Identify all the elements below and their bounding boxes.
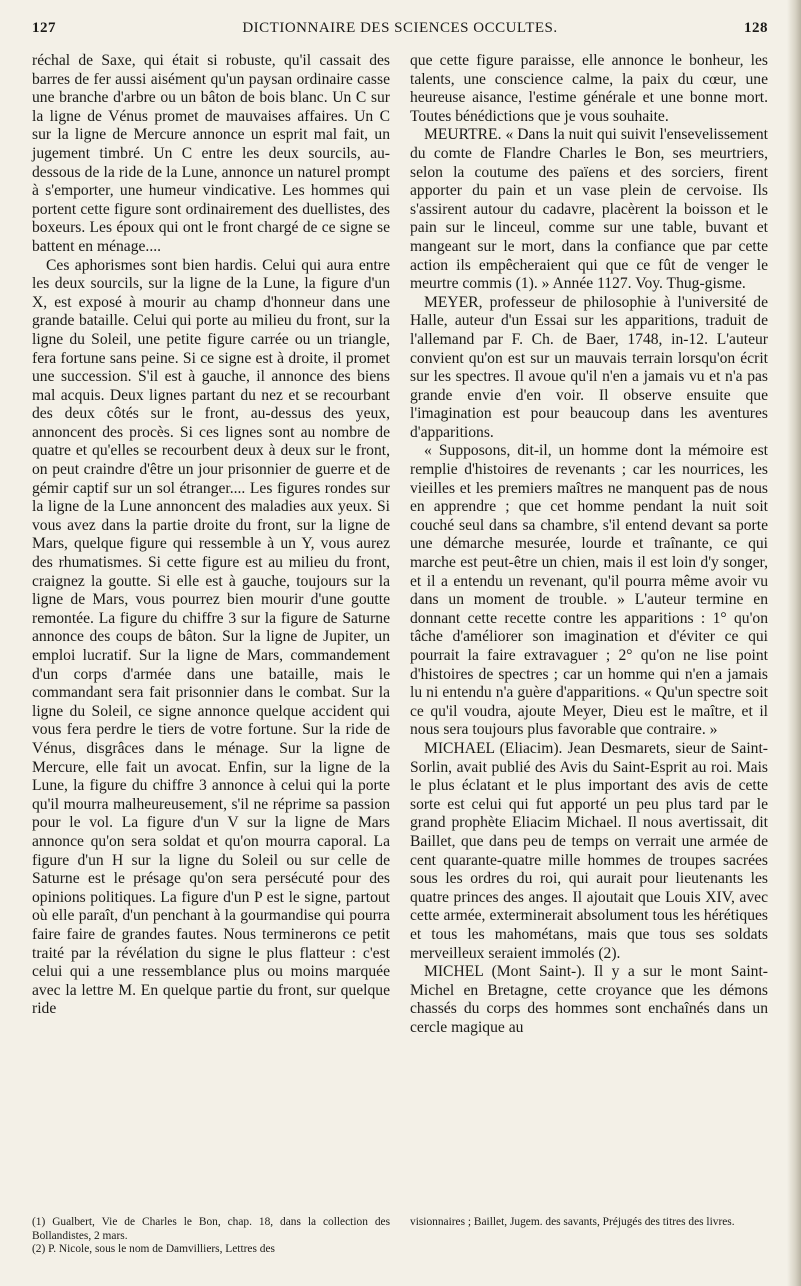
page-number-right: 128 <box>744 20 768 36</box>
page-edge-shadow <box>787 0 801 1286</box>
entry-meyer: MEYER, professeur de philosophie à l'université de Halle, auteur d'un Essai sur les apparitions, traduit de l'allemand par F. Ch. de Baer, 1748, in-12. L'auteur convient qu'on est sur un mauvais terrain lorsqu'on écrit sur les spectres. Il avoue qu'il n'en a jamais vu et n'a pas grande envie d'en voir. Il observe ensuite que l'imagination est pour beaucoup dans les aventures d'apparitions. <box>410 293 768 441</box>
left-column <box>32 52 390 1272</box>
right-column <box>410 52 768 1272</box>
footnote-2-cont: visionnaires ; Baillet, Jugem. des savants, Préjugés des titres des livres. <box>410 1216 735 1228</box>
paragraph-aphorismes: Ces aphorismes sont bien hardis. Celui qui aura entre les deux sourcils, sur la ligne de la Lune, la figure d'un X, est exposé à mourir au champ d'honneur dans une grande bataille. Celui qui porte au milieu du front, sur la ligne du Soleil, une petite figure carrée ou un triangle, fera fortune sans peine. Si ce signe est à droite, il promet une succession. S'il est à gauche, il annonce des biens mal acquis. Deux lignes partant du nez et se recourbant des deux côtés sur le front, au-dessus des yeux, annoncent des procès. Si ces lignes sont au nombre de quatre et qu'elles se recourbent deux à deux sur le front, on peut craindre d'être un jour prisonnier de guerre et de gémir captif sur un sol étranger.... Les figures rondes sur la ligne de la Lune annoncent des maladies aux yeux. Si vous avez dans la partie droite du front, sur la ligne de Mars, quelque figure qui ressemble à un Y, vous aurez des rhumatismes. Si cette figure est au milieu du front, craignez la goutte. Si elle est à gauche, toujours sur la ligne de Mars, vous pourrez bien mourir d'une goutte remontée. La figure du chiffre 3 sur la figure de Saturne annonce des coups de bâton. Sur la ligne de Jupiter, un emploi lucratif. Sur la ligne de Mars, commandement d'un corps d'armée dans une bataille, mais le commandant sera fait prisonnier dans le combat. Sur la ligne du Soleil, ce signe annonce quelque accident qui vous fera perdre le tiers de votre fortune. Sur la ride de Vénus, disgrâces dans le ménage. Sur la ligne de Mercure, elle fait un avocat. Enfin, sur la ligne de la Lune, la figure du chiffre 3 annonce à celui qui la porte qu'il mourra malheureusement, s'il ne réprime sa passion pour le vol. La figure d'un V sur la ligne de Mars annonce qu'on sera soldat et qu'on mourra caporal. La figure d'un H sur la ligne du Soleil ou sur celle de Saturne est le présage qu'on sera persécuté pour des opinions politiques. La figure d'un P est le signe, partout où elle paraît, d'un penchant à la gourmandise qui pourra faire faire de grandes fautes. Nous terminerons ce petit traité par la révélation du signe le plus flatteur : c'est celui qui a une ressemblance plus ou moins marquée avec la lettre M. En quelque partie du front, sur quelque ride <box>32 256 390 1018</box>
footnote-2: (2) P. Nicole, sous le nom de Damvilliers, Lettres des <box>32 1243 275 1256</box>
running-header <box>32 20 768 46</box>
footnote-1: (1) Gualbert, Vie de Charles le Bon, chap. 18, dans la collection des Bollandistes, 2 mars. <box>32 1216 390 1242</box>
paragraph-marechal-cont: réchal de Saxe, qui était si robuste, qu'il cassait des barres de fer aussi aisément qu'un paysan ordinaire casse une branche d'arbre ou un bâton de bois blanc. Un C sur la ligne de Vénus promet de mauvaises affaires. Un C sur la ligne de Mercure annonce un esprit mal fait, un jugement timbré. Un C entre les deux sourcils, au-dessous de la ride de la Lune, annonce un naturel prompt à s'emporter, une humeur vindicative. Les hommes qui portent cette figure sont ordinairement des duellistes, des boxeurs. Les époux qui ont le front chargé de ce signe se battent en ménage.... <box>32 52 390 255</box>
left-footnotes <box>32 1216 390 1257</box>
right-footnotes <box>410 1216 768 1230</box>
entry-michael: MICHAEL (Eliacim). Jean Desmarets, sieur de Saint-Sorlin, avait publié des Avis du Saint-Esprit au roi. Mais le plus éclatant et le plus important des avis de cette sorte est celui qui fut apporté un peu plus tard par le grand prophète Eliacim Michael. Il nous avertissait, dit Baillet, que dans peu de temps on verrait une armée de cent quarante-quatre mille hommes de troupes sacrées sous les ordres du roi, qui aurait pour lieutenants les quatre princes des anges. Il ajoutait que Louis XIV, avec cette armée, exterminerait absolument tous les hérétiques et tous les mahométans, mais que tous ses soldats merveilleux seraient immolés (2). <box>410 739 768 962</box>
entry-meurtre: MEURTRE. « Dans la nuit qui suivit l'ensevelissement du comte de Flandre Charles le Bon, ses meurtriers, selon la coutume des païens et des sorciers, firent apporter du pain et un vase plein de cervoise. Ils s'assirent autour du cadavre, placèrent la boisson et le pain sur le linceul, comme sur une table, buvant et mangeant sur le mort, dans la confiance que par cette action ils empêcheraient qui que ce fût de venger le meurtre commis (1). » Année 1127. Voy. Thug-gisme. <box>410 126 768 293</box>
running-title: DICTIONNAIRE DES SCIENCES OCCULTES. <box>242 20 558 36</box>
entry-meyer-quote: « Supposons, dit-il, un homme dont la mémoire est remplie d'histoires de revenants ; car les nourrices, les vieilles et les premiers maîtres ne manquent pas de nous en apprendre ; que cet homme pendant la nuit soit couché seul dans sa chambre, s'il entend devant sa porte une démarche mesurée, lourde et traînante, ce qui marche est peut-être un chien, mais il est loin d'y songer, et il a entendu un revenant, qu'il pourra même avoir vu dans un moment de trouble. » L'auteur termine en donnant cette recette contre les apparitions : 1° qu'on tâche d'améliorer son imagination et d'éviter ce qui pourrait la faire extravaguer ; 2° qu'on ne lise point d'histoires de spectres ; car un homme qui n'en a jamais lu ni entendu n'a guère d'apparitions. « Qu'un spectre soit ce qu'il voudra, ajoute Meyer, Dieu est le maître, et il nous sera toujours plus favorable que contraire. » <box>410 442 768 739</box>
page-number-left: 127 <box>32 20 56 36</box>
paragraph-bonheur-cont: que cette figure paraisse, elle annonce le bonheur, les talents, une conscience calme, la paix du cœur, une heureuse aisance, l'estime générale et une bonne mort. Toutes bénédictions que je vous souhaite. <box>410 52 768 125</box>
entry-michel: MICHEL (Mont Saint-). Il y a sur le mont Saint-Michel en Bretagne, cette croyance que les démons chassés du corps des hommes sont enchaînés dans un cercle magique au <box>410 963 768 1036</box>
